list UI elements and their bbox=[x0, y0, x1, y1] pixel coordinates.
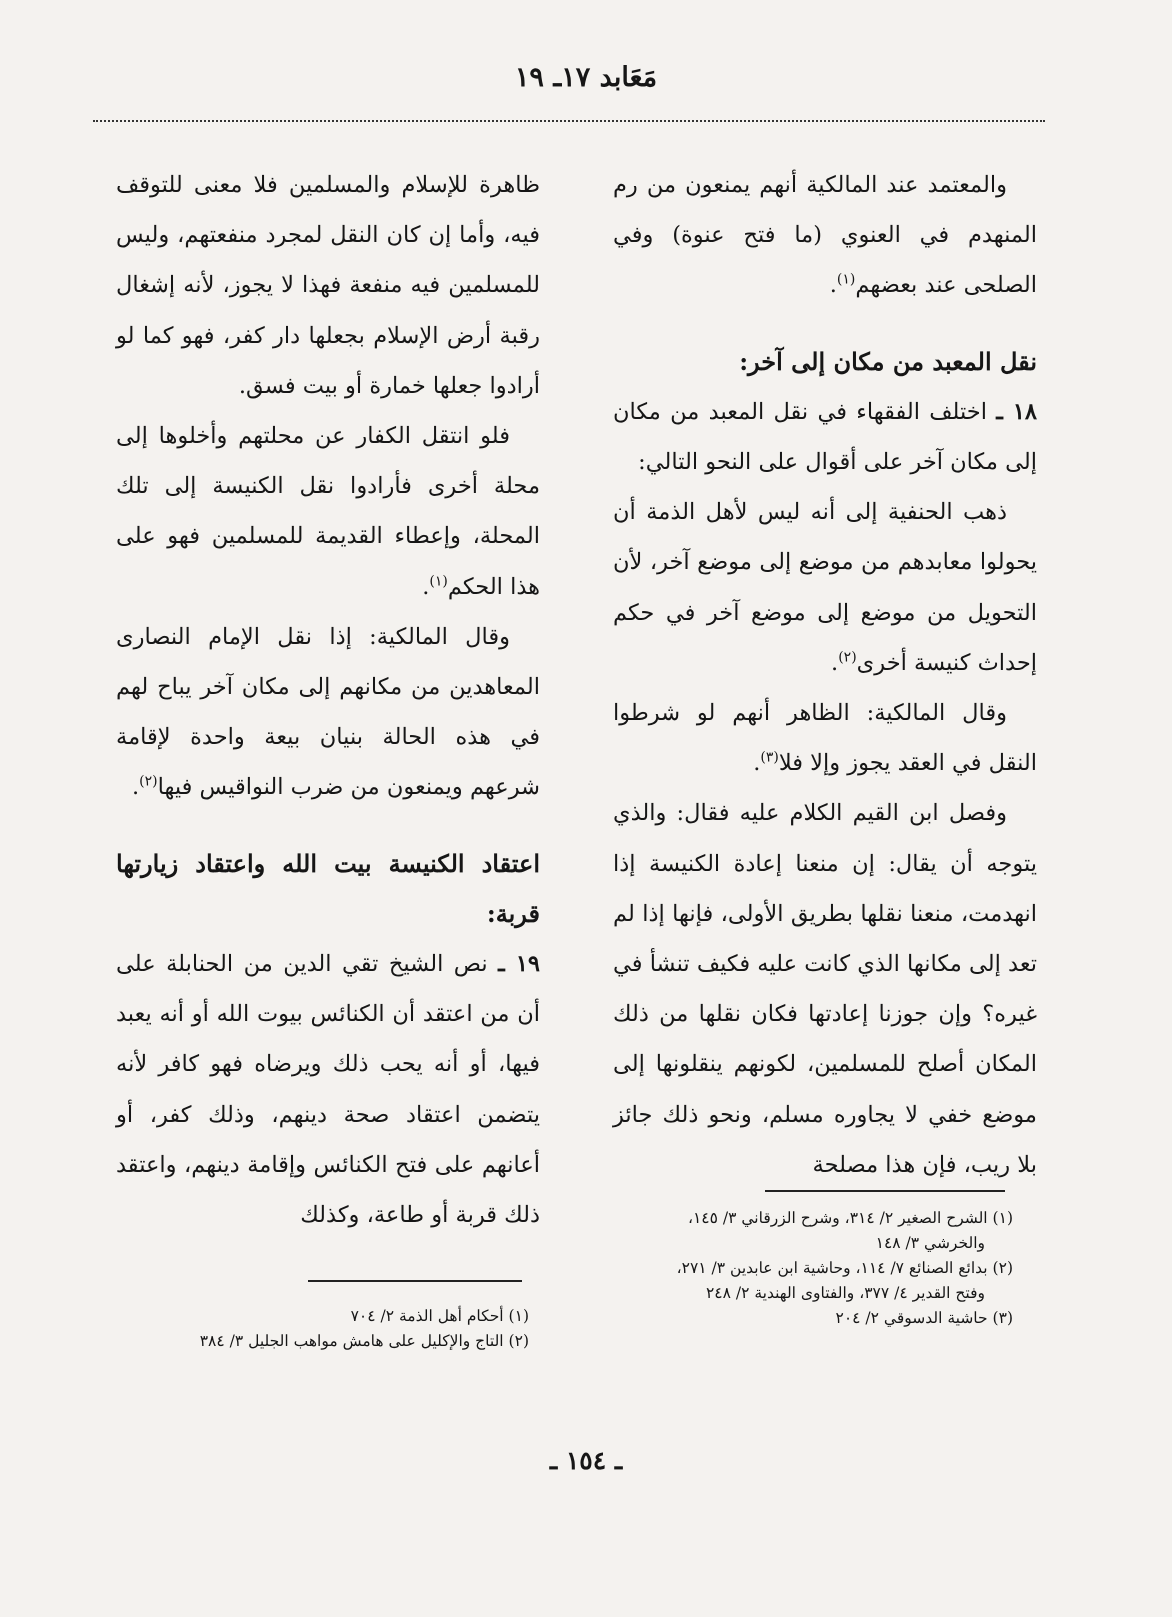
footnote bbox=[125, 1329, 529, 1354]
right-column bbox=[613, 160, 1037, 1190]
section-heading: نقل المعبد من مكان إلى آخر: bbox=[739, 346, 1037, 376]
footnote-ref: (١) bbox=[429, 573, 448, 590]
running-header bbox=[0, 62, 1172, 93]
paragraph bbox=[116, 160, 540, 411]
footnote-ref: (٢) bbox=[838, 649, 857, 666]
footnote-text: أحكام أهل الذمة ٢/ ٧٠٤ bbox=[350, 1307, 504, 1325]
footnote bbox=[125, 1304, 529, 1329]
footnote bbox=[613, 1206, 1013, 1256]
footnote-text: الشرح الصغير ٢/ ٣١٤، وشرح الزرقاني ٣/ ١٤٥، bbox=[687, 1209, 988, 1227]
paragraph-text: ذهب الحنفية إلى أنه ليس لأهل الذمة أن يحولوا معابدهم من موضع إلى موضع آخر، لأن التحويل من موضع إلى موضع آخر في حكم إحداث كنيسة أخرى bbox=[613, 499, 1037, 676]
footnote-separator bbox=[308, 1280, 522, 1282]
paragraph-text: وقال المالكية: الظاهر أنهم لو شرطوا النقل في العقد يجوز وإلا فلا bbox=[613, 700, 1037, 777]
section-number: ١٨ ـ bbox=[996, 398, 1037, 425]
left-column bbox=[116, 160, 540, 1240]
footnotes-right bbox=[613, 1206, 1013, 1331]
footnote-number: (٣) bbox=[992, 1309, 1013, 1327]
footnote-number: (١) bbox=[992, 1209, 1013, 1227]
footnotes-left bbox=[125, 1304, 529, 1354]
paragraph: وقال المالكية: إذا نقل الإمام النصارى المعاهدين من مكانهم إلى مكان آخر يباح لهم في هذه الحالة بنيان بيعة واحدة لإقامة شرعهم ويمنعون من ضرب النواقيس فيها$^{(٢)}$. bbox=[116, 623, 540, 801]
paragraph-text: وقال المالكية: إذا نقل الإمام النصارى المعاهدين من مكانهم إلى مكان آخر يباح لهم في هذه الحالة بنيان بيعة واحدة لإقامة شرعهم ويمنعون من ضرب النواقيس فيها bbox=[116, 623, 540, 801]
section-number: ١٩ ـ bbox=[498, 951, 540, 978]
footnote bbox=[613, 1256, 1013, 1306]
footnote bbox=[613, 1306, 1013, 1331]
paragraph-text: ظاهرة للإسلام والمسلمين فلا معنى للتوقف فيه، وأما إن كان النقل لمجرد منفعتهم، وليس للمسلمين فيه منفعة فهذا لا يجوز، لأنه إشغال رقبة أرض الإسلام بجعلها دار كفر، فهو كما لو أرادوا جعلها خمارة أو بيت فسق. bbox=[116, 172, 540, 399]
section-heading: اعتقاد الكنيسة بيت الله واعتقاد زيارتها قربة: bbox=[116, 848, 540, 928]
paragraph-text: نص الشيخ تقي الدين من الحنابلة على أن من اعتقد أن الكنائس بيوت الله أو أنه يعبد فيها، أو أنه يحب ذلك ويرضاه فهو كافر لأنه يتضمن اعتقاد صحة دينهم، وذلك كفر، أو أعانهم على فتح الكنائس وإقامة دينهم، واعتقد ذلك قربة أو طاعة، وكذلك bbox=[116, 951, 540, 1229]
paragraph bbox=[613, 788, 1037, 1190]
footnote-number: (١) bbox=[508, 1307, 529, 1325]
footnote-text: حاشية الدسوقي ٢/ ٢٠٤ bbox=[835, 1309, 988, 1327]
paragraph: وقال المالكية: الظاهر أنهم لو شرطوا النقل في العقد يجوز وإلا فلا$^{(٣)}$. bbox=[613, 700, 1037, 777]
footnote-text: والخرشي ٣/ ١٤٨ bbox=[875, 1234, 985, 1252]
footnote-ref: (٢) bbox=[139, 773, 158, 790]
footnote-separator bbox=[765, 1190, 1005, 1192]
paragraph: فلو انتقل الكفار عن محلتهم وأخلوها إلى محلة أخرى فأرادوا نقل الكنيسة إلى تلك المحلة، وإعطاء القديمة للمسلمين فهو على هذا الحكم$^{(١)}$. bbox=[116, 423, 540, 600]
footnote-text: وفتح القدير ٤/ ٣٧٧، والفتاوى الهندية ٢/ ٢٤٨ bbox=[705, 1284, 985, 1302]
header-title: مَعَابد ١٧ـ ١٩ bbox=[514, 62, 658, 93]
paragraph-text: فلو انتقل الكفار عن محلتهم وأخلوها إلى محلة أخرى فأرادوا نقل الكنيسة إلى تلك المحلة، وإعطاء القديمة للمسلمين فهو على هذا الحكم bbox=[116, 423, 540, 600]
footnote-text: التاج والإكليل على هامش مواهب الجليل ٣/ ٣٨٤ bbox=[199, 1332, 504, 1350]
footnote-ref: (١) bbox=[836, 271, 856, 288]
paragraph: والمعتمد عند المالكية أنهم يمنعون من رم المنهدم في العنوي (ما فتح عنوة) وفي الصلحى عند بعضهم$^{(١)}$. bbox=[613, 172, 1037, 299]
footnote-ref: (٣) bbox=[760, 749, 779, 766]
paragraph-text: اختلف الفقهاء في نقل المعبد من مكان إلى مكان آخر على أقوال على النحو التالي: bbox=[613, 398, 1037, 476]
footnote-text: بدائع الصنائع ٧/ ١١٤، وحاشية ابن عابدين ٣/ ٢٧١، bbox=[676, 1259, 988, 1277]
page-number: ـ ١٥٤ ـ bbox=[549, 1446, 623, 1475]
paragraph bbox=[116, 939, 540, 1240]
paragraph: ذهب الحنفية إلى أنه ليس لأهل الذمة أن يحولوا معابدهم من موضع إلى موضع آخر، لأن التحويل من موضع إلى موضع آخر في حكم إحداث كنيسة أخرى$^{(٢)}$. bbox=[613, 499, 1037, 676]
paragraph bbox=[613, 387, 1037, 487]
header-dotted-rule bbox=[93, 120, 1045, 122]
paragraph-text: وفصل ابن القيم الكلام عليه فقال: والذي يتوجه أن يقال: إن منعنا إعادة الكنيسة إذا انهدمت، منعنا نقلها بطريق الأولى، فإنها إذا لم تعد إلى مكانها الذي كانت عليه فكيف تنشأ في غيره؟ وإن جوزنا إعادتها فكان نقلها من ذلك المكان أصلح للمسلمين، لكونهم ينقلونها إلى موضع خفي لا يجاوره مسلم، ونحو ذلك جائز بلا ريب، فإن هذا مصلحة bbox=[613, 800, 1037, 1178]
footnote-number: (٢) bbox=[508, 1332, 529, 1350]
paragraph-text: والمعتمد عند المالكية أنهم يمنعون من رم المنهدم في العنوي (ما فتح عنوة) وفي الصلحى عند بعضهم bbox=[613, 172, 1037, 299]
footnote-number: (٢) bbox=[992, 1259, 1013, 1277]
